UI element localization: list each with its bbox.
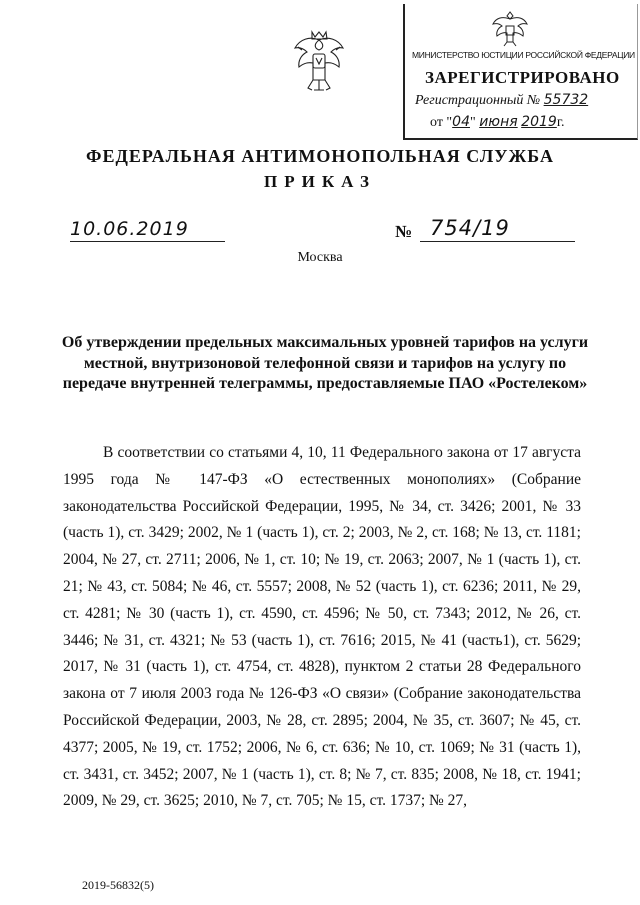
city: Москва [297, 250, 343, 265]
document-type: ПРИКАЗ [264, 172, 376, 191]
stamp-date-year: 2019 [521, 114, 557, 130]
body-text [63, 440, 581, 815]
stamp-reg-number: 55732 [543, 92, 589, 108]
order-number: 754/19 [420, 216, 575, 242]
stamp-date-mid: " [469, 115, 476, 130]
order-subject: Об утверждении предельных максимальных уровней тарифов на услуги местной, внутризоновой телефонной связи и тарифов на услугу по передаче внутренней телеграммы, предоставляемые ПАО «Ростелеком» [61, 334, 589, 392]
stamp-date-month: июня [479, 114, 518, 130]
stamp-date-suffix: г. [556, 115, 565, 130]
coat-of-arms-icon [292, 28, 346, 98]
body-paragraph: В соответствии со статьями 4, 10, 11 Федерального закона от 17 августа 1995 года № 147-ФЗ «О естественных монополиях» (Собрание законодательства Российской Федерации, 1995, № 34, ст. 3426; 2001, № 33 (часть 1), ст. 3429; 2002, № 1 (часть 1), ст. 2; 2003, № 2, ст. 168; № 13, ст. 1181; 2004, № 27, ст. 2711; 2006, № 1, ст. 10; № 19, ст. 2063; 2007, № 1 (часть 1), ст. 21; № 43, ст. 5084; № 46, ст. 5557; 2008, № 52 (часть 1), ст. 6236; 2011, № 29, ст. 4281; № 30 (часть 1), ст. 4590, ст. 4596; № 50, ст. 7343; 2012, № 26, ст. 3446; № 31, ст. 4321; № 53 (часть 1), ст. 7616; 2015, № 41 (часть1), ст. 5629; 2017, № 31 (часть 1), ст. 4754, ст. 4828), пунктом 2 статьи 28 Федерального закона от 7 июля 2003 года № 126-ФЗ «О связи» (Собрание законодательства Российской Федерации, 2003, № 28, ст. 2895; 2004, № 35, ст. 3607; № 45, ст. 4377; 2005, № 19, ст. 1752; 2006, № 6, ст. 636; № 10, ст. 1069; № 31 (часть 1), ст. 3431, ст. 3452; 2007, № 1 (часть 1), ст. 8; № 7, ст. 835; 2008, № 18, ст. 1941; 2009, № 29, ст. 3625; 2010, № 7, ст. 705; № 15, ст. 1737; № 27, [63, 444, 581, 810]
order-number-label: № [395, 222, 413, 241]
stamp-date-row [430, 114, 564, 131]
agency-title: ФЕДЕРАЛЬНАЯ АНТИМОНОПОЛЬНАЯ СЛУЖБА [86, 146, 554, 166]
stamp-reg-label: Регистрационный № [415, 93, 541, 108]
stamp-date-day: 04 [452, 114, 470, 130]
stamp-date-prefix: от " [430, 115, 453, 130]
document-id: 2019-56832(5) [82, 878, 154, 892]
order-date: 10.06.2019 [70, 218, 225, 242]
stamp-registered: ЗАРЕГИСТРИРОВАНО [425, 68, 620, 87]
stamp-coat-of-arms-icon [488, 6, 532, 50]
stamp-reg-row [415, 92, 588, 109]
stamp-ministry: МИНИСТЕРСТВО ЮСТИЦИИ РОССИЙСКОЙ ФЕДЕРАЦИИ [412, 50, 635, 60]
